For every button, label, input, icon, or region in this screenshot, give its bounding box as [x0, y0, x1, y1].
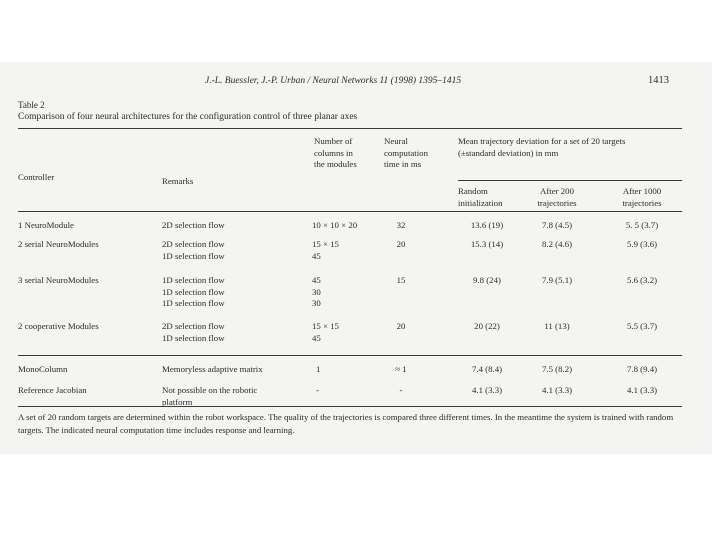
row2-columns-line: 15 × 15: [312, 239, 339, 249]
header-deviation-line: Mean trajectory deviation for a set of 20 targets: [458, 136, 626, 146]
deviation-subrule: [458, 180, 682, 181]
row2-columns: [312, 239, 339, 262]
row3-controller: 3 serial NeuroModules: [18, 275, 99, 285]
header-columns-line: the modules: [314, 159, 357, 169]
row1-columns: 10 × 10 × 20: [312, 220, 358, 230]
row5-after1000: 7.8 (9.4): [626, 364, 658, 374]
row1-remarks: 2D selection flow: [162, 220, 225, 230]
row3-columns-line: 45: [312, 275, 321, 285]
row6-remarks: [162, 385, 257, 408]
table-caption: Comparison of four neural architectures for the configuration control of three planar axes: [18, 112, 358, 122]
header-bottom-rule: [18, 211, 682, 212]
row2-remarks-line: 1D selection flow: [162, 250, 225, 261]
row5-after200: 7.5 (8.2): [541, 364, 573, 374]
row2-controller: 2 serial NeuroModules: [18, 239, 99, 249]
page-number: 1413: [648, 75, 669, 86]
table-footnote: A set of 20 random targets are determined within the robot workspace. The quality of the trajectories is compared three different times. In the meantime the system is trained with random targets. The indicated neural computation time includes response and learning.: [18, 412, 674, 435]
header-deviation-line: (±standard deviation) in mm: [458, 147, 559, 158]
header-computation-line: computation: [384, 147, 428, 158]
header-controller: Controller: [18, 172, 55, 182]
row1-random: 13.6 (19): [470, 220, 504, 230]
header-random-line: initialization: [458, 197, 503, 208]
header-computation-line: time in ms: [384, 159, 422, 169]
row1-time: 32: [396, 220, 406, 230]
row6-controller: Reference Jacobian: [18, 385, 87, 395]
row4-remarks: [162, 321, 225, 344]
row3-columns: [312, 275, 321, 310]
row3-time: 15: [396, 275, 406, 285]
row4-after1000: 5.5 (3.7): [626, 321, 658, 331]
row3-columns-line: 30: [312, 286, 321, 297]
page-header: [0, 76, 712, 90]
header-after1000: [604, 186, 680, 209]
top-rule: [18, 128, 682, 129]
row5-columns: 1: [316, 364, 321, 374]
header-columns-line: columns in: [314, 147, 353, 158]
row6-columns: -: [316, 385, 319, 395]
row3-columns-line: 30: [312, 298, 321, 308]
header-columns-line: Number of: [314, 136, 353, 146]
row3-after1000: 5.6 (3.2): [626, 275, 658, 285]
header-deviation: [458, 136, 625, 159]
row6-time: -: [399, 385, 403, 395]
row6-random: 4.1 (3.3): [471, 385, 503, 395]
row2-remarks-line: 2D selection flow: [162, 239, 225, 249]
row1-controller: 1 NeuroModule: [18, 220, 74, 230]
row2-after200: 8.2 (4.6): [541, 239, 573, 249]
row5-time: ≈ 1: [395, 364, 407, 374]
header-after200-line: trajectories: [537, 197, 577, 208]
header-after200: [522, 186, 592, 209]
row4-columns: [312, 321, 339, 344]
header-random: [458, 186, 502, 209]
row5-remarks: Memoryless adaptive matrix: [162, 364, 263, 374]
row3-after200: 7.9 (5.1): [541, 275, 573, 285]
row6-after1000: 4.1 (3.3): [626, 385, 658, 395]
header-after1000-line: After 1000: [622, 186, 662, 196]
bottom-rule: [18, 406, 682, 407]
row6-after200: 4.1 (3.3): [541, 385, 573, 395]
row4-time: 20: [396, 321, 406, 331]
group-rule: [18, 355, 682, 356]
row2-random: 15.3 (14): [470, 239, 504, 249]
header-computation-line: Neural: [384, 136, 408, 146]
header-columns: [314, 136, 357, 171]
row1-after1000: 5. 5 (3.7): [625, 220, 659, 230]
row3-remarks-line: 1D selection flow: [162, 286, 225, 297]
row3-remarks-line: 1D selection flow: [162, 275, 225, 285]
row4-columns-line: 15 × 15: [312, 321, 339, 331]
row4-after200: 11 (13): [544, 321, 570, 331]
table-label: Table 2: [18, 100, 45, 110]
row6-remarks-line: Not possible on the robotic: [162, 385, 258, 395]
header-after200-line: After 200: [540, 186, 574, 196]
running-header: J.-L. Buessler, J.-P. Urban / Neural Networks 11 (1998) 1395–1415: [205, 76, 462, 86]
header-remarks: Remarks: [162, 176, 194, 186]
header-after1000-line: trajectories: [622, 197, 662, 208]
row4-remarks-line: 2D selection flow: [162, 321, 225, 331]
row4-controller: 2 cooperative Modules: [18, 321, 99, 331]
row2-columns-line: 45: [312, 250, 321, 261]
row2-remarks: [162, 239, 225, 262]
row5-controller: MonoColumn: [18, 364, 68, 374]
row4-random: 20 (22): [474, 321, 500, 331]
row5-random: 7.4 (8.4): [471, 364, 503, 374]
row2-time: 20: [396, 239, 406, 249]
header-random-line: Random: [458, 186, 488, 196]
row3-remarks-line: 1D selection flow: [162, 298, 225, 308]
row2-after1000: 5.9 (3.6): [626, 239, 658, 249]
row3-random: 9.8 (24): [473, 275, 501, 285]
row4-columns-line: 45: [312, 332, 321, 343]
row4-remarks-line: 1D selection flow: [162, 332, 225, 343]
header-computation: [384, 136, 428, 171]
row6-remarks-line: platform: [162, 396, 193, 407]
row1-after200: 7.8 (4.5): [541, 220, 573, 230]
row3-remarks: [162, 275, 225, 310]
